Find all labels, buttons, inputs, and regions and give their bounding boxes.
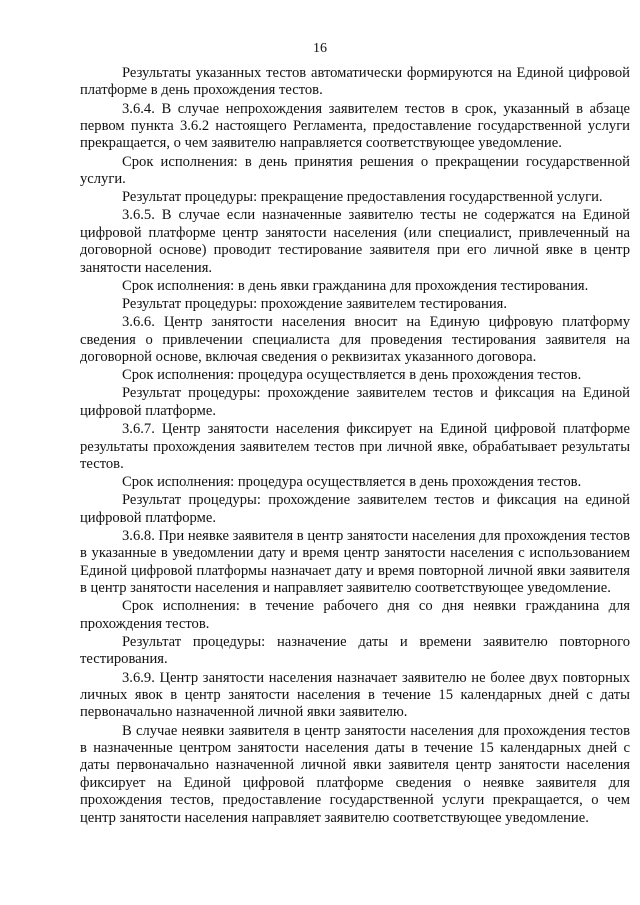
paragraph: Результат процедуры: прохождение заявителем тестов и фиксация на единой цифровой платформе. xyxy=(80,492,630,526)
paragraph: Срок исполнения: в течение рабочего дня со дня неявки гражданина для прохождения тестов. xyxy=(80,598,630,632)
paragraph: Результат процедуры: прохождение заявителем тестов и фиксация на Единой цифровой платформе. xyxy=(80,385,630,419)
paragraph: Срок исполнения: процедура осуществляется в день прохождения тестов. xyxy=(122,474,582,491)
paragraph: Результат процедуры: назначение даты и времени заявителю повторного тестирования. xyxy=(80,633,630,668)
paragraph: 3.6.8. При неявке заявителя в центр занятости населения для прохождения тестов в указанные в уведомлении дату и время центр занятости населения с использованием Единой цифровой платформы назначает дату и время повторной личной явки заявителя в центр занятости населения и направляет заявителю соответствующее уведомление. xyxy=(80,527,630,597)
document-body xyxy=(80,65,630,828)
page-number: 16 xyxy=(313,41,327,56)
paragraph: 3.6.9. Центр занятости населения назначает заявителю не более двух повторных личных явок в центр занятости населения в течение 15 календарных дней с даты первоначально назначенной личной явки заявителю. xyxy=(80,669,630,721)
paragraph: 3.6.6. Центр занятости населения вносит на Единую цифровую платформу сведения о привлечении специалиста для проведения тестирования заявителя на договорной основе, включая сведения о реквизитах указанного договора. xyxy=(80,314,630,366)
paragraph: Результат процедуры: прекращение предоставления государственной услуги. xyxy=(122,189,603,206)
paragraph: 3.6.7. Центр занятости населения фиксирует на Единой цифровой платформе результаты прохождения заявителем тестов при личной явке, обрабатывает результаты тестов. xyxy=(80,421,630,472)
paragraph: Срок исполнения: в день явки гражданина для прохождения тестирования. xyxy=(122,277,589,294)
paragraph: 3.6.5. В случае если назначенные заявителю тесты не содержатся на Единой цифровой платформе центр занятости населения (или специалист, привлеченный на договорной основе) проводит тестирование заявителя при его личной явке в центр занятости населения. xyxy=(80,207,630,276)
paragraph: Результаты указанных тестов автоматически формируются на Единой цифровой платформе в день прохождения тестов. xyxy=(80,65,630,99)
paragraph: Срок исполнения: процедура осуществляется в день прохождения тестов. xyxy=(122,367,582,384)
paragraph: 3.6.4. В случае непрохождения заявителем тестов в срок, указанный в абзаце первом пункта 3.6.2 настоящего Регламента, предоставление государственной услуги прекращается, о чем заявителю направляется соответствующее уведомление. xyxy=(80,100,630,152)
paragraph: Результат процедуры: прохождение заявителем тестирования. xyxy=(122,296,508,313)
paragraph: В случае неявки заявителя в центр занятости населения для прохождения тестов в назначенные центром занятости населения даты в течение 15 календарных дней с даты первоначально назначенной личной явки заявителя центр занятости населения фиксирует на Единой цифровой платформе сведения о неявке заявителя для прохождения тестов, предоставление государственной услуги прекращается, о чем центр занятости населения направляет заявителю соответствующее уведомление. xyxy=(80,722,630,826)
paragraph: Срок исполнения: в день принятия решения о прекращении государственной услуги. xyxy=(80,153,630,188)
